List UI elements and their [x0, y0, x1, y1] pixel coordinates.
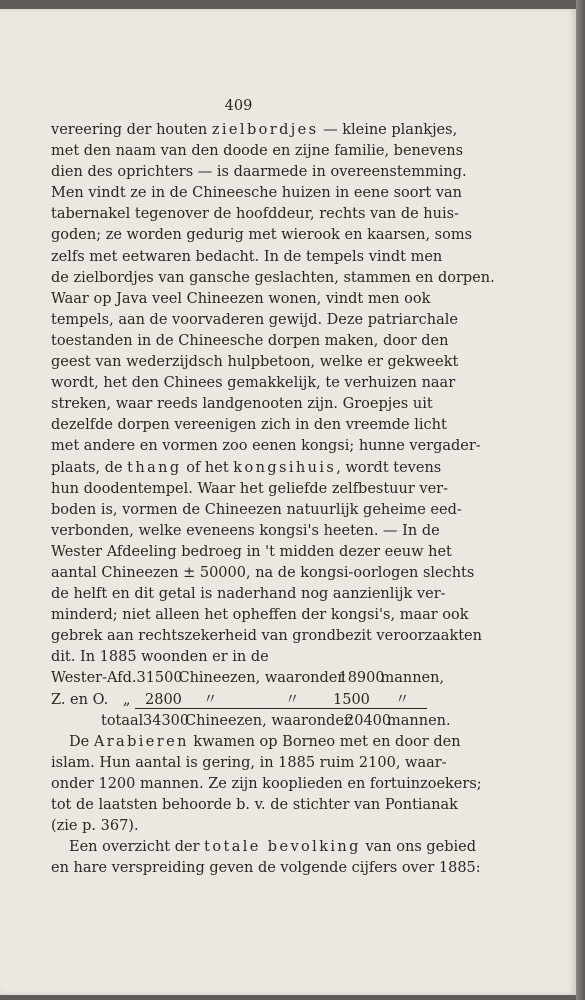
text-line — [51, 837, 477, 858]
page-number: 409 — [224, 98, 253, 114]
text-line — [51, 458, 442, 479]
ditto-mark: 〃 — [203, 691, 218, 708]
text-line: minderd; niet alleen het opheffen der kongsi's, maar ook — [51, 607, 469, 624]
text-line: dien des oprichters — is daarmede in overeenstemming. — [51, 164, 467, 181]
population-table — [51, 668, 451, 731]
text-line: de zielbordjes van gansche geslachten, stammen en dorpen. — [51, 269, 495, 286]
text-line: tempels, aan de voorvaderen gewijd. Deze patriarchale — [51, 311, 458, 328]
text-line — [51, 120, 458, 141]
text-line: wordt, het den Chinees gemakkelijk, te verhuizen naar — [51, 375, 456, 392]
spaced-term: kongsihuis — [233, 459, 337, 476]
text-line: dit. In 1885 woonden er in de — [51, 649, 269, 666]
text-line: (zie p. 367). — [51, 818, 139, 835]
text-run: — kleine plankjes, — [318, 122, 458, 138]
text-line: boden is, vormen de Chineezen natuurlijk geheime eed- — [51, 501, 462, 518]
paragraph-3 — [51, 837, 481, 879]
spaced-term: Arabieren — [93, 733, 189, 750]
men-cell: 1500 — [333, 691, 370, 708]
unit-cell: 〃 — [395, 691, 410, 708]
total-unit: mannen. — [387, 712, 451, 729]
text-line — [51, 732, 461, 753]
paragraph-1 — [51, 120, 495, 668]
text-line: onder 1200 mannen. Ze zijn kooplieden en fortuinzoekers; — [51, 775, 482, 792]
text-line: toestanden in de Chineesche dorpen maken, door den — [51, 332, 449, 349]
text-block — [51, 92, 495, 879]
text-run: , wordt tevens — [336, 459, 442, 476]
text-line: islam. Hun aantal is gering, in 1885 ruim 2100, waar- — [51, 754, 447, 771]
count-cell: 31500 — [136, 670, 183, 687]
count-cell: 2800 — [145, 691, 182, 708]
text-run: De — [69, 733, 94, 750]
text-line: geest van wederzijdsch hulpbetoon, welke er gekweekt — [51, 354, 459, 371]
text-run: plaats, de — [51, 459, 128, 476]
region-cell: Wester-Afd. — [51, 670, 137, 687]
men-cell: 18900 — [338, 670, 385, 687]
text-line: aantal Chineezen ± 50000, na de kongsi-oorlogen slechts — [51, 564, 475, 581]
text-line: Waar op Java veel Chineezen wonen, vindt men ook — [51, 290, 431, 307]
text-line: dezelfde dorpen vereenigen zich in den vreemde licht — [51, 417, 447, 434]
text-line: zelfs met eetwaren bedacht. In de tempels vindt men — [51, 248, 443, 265]
region-cell: Z. en O. — [51, 691, 109, 708]
unit-cell: mannen, — [380, 670, 445, 687]
paragraph-2 — [51, 732, 482, 837]
total-count: 34300 — [143, 712, 190, 729]
text-line: hun doodentempel. Waar het geliefde zelfbestuur ver- — [51, 480, 449, 497]
text-line: Men vindt ze in de Chineesche huizen in eene soort van — [51, 185, 463, 202]
spaced-term: thang — [127, 459, 182, 476]
spaced-term: totale bevolking — [204, 839, 361, 856]
text-line: goden; ze worden gedurig met wierook en kaarsen, soms — [51, 227, 473, 244]
text-run: Een overzicht der — [69, 839, 205, 856]
ditto-mark: „ — [123, 691, 131, 708]
text-line: gebrek aan rechtszekerheid van grondbezit veroorzaakten — [51, 628, 482, 645]
table-row — [51, 668, 445, 689]
text-line: verbonden, welke eveneens kongsi's heeten. — In de — [51, 522, 440, 539]
label-cell: Chineezen, waaronder — [178, 670, 345, 687]
text-run: kwamen op Borneo met en door den — [188, 733, 461, 750]
text-line: en hare verspreiding geven de volgende cijfers over 1885: — [51, 860, 481, 877]
text-line: streken, waar reeds landgenooten zijn. Groepjes uit — [51, 396, 433, 413]
text-line: met den naam van den doode en zijne familie, benevens — [51, 143, 464, 160]
spaced-term: zielbordjes — [211, 122, 319, 138]
text-run: of het — [181, 459, 234, 476]
text-line: met andere en vormen zoo eenen kongsi; hunne vergader- — [51, 438, 481, 455]
text-run: vereering der houten — [51, 122, 212, 138]
text-line: Wester Afdeeling bedroeg in 't midden dezer eeuw het — [51, 543, 452, 560]
text-line: tabernakel tegenover de hoofddeur, rechts van de huis- — [51, 206, 459, 223]
ditto-mark: 〃 — [285, 691, 300, 708]
page-edge — [576, 0, 585, 1000]
text-line: de helft en dit getal is naderhand nog aanzienlijk ver- — [51, 586, 446, 603]
total-row — [51, 711, 451, 732]
text-run: van ons gebied — [360, 839, 477, 856]
total-men: 20400 — [345, 712, 392, 729]
total-label: totaal — [101, 712, 144, 729]
total-text: Chineezen, waaronder — [185, 712, 351, 729]
text-line: tot de laatsten behoorde b. v. de stichter van Pontianak — [51, 797, 458, 813]
